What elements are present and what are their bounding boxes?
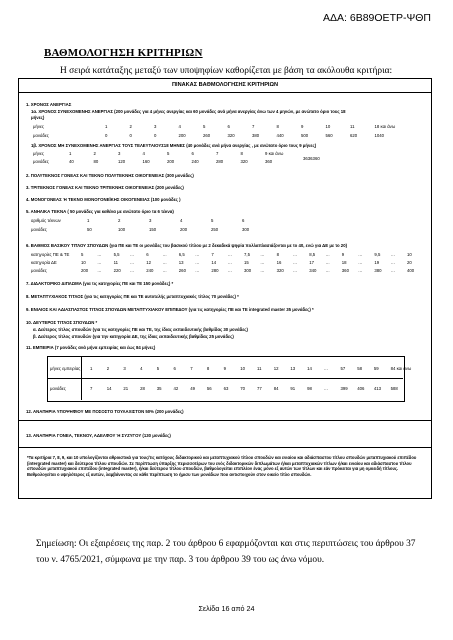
grid-cell: 18	[341, 260, 347, 265]
grid-cell: …	[129, 252, 135, 257]
grid-cell: 12	[146, 260, 151, 265]
grid-cell: 10	[407, 252, 412, 257]
row-label: μονάδες	[33, 133, 49, 138]
criterion-8: 8. ΜΕΤΑΠΤΥΧΙΑΚΟΣ ΤΙΤΛΟΣ (για τις κατηγορίες ΠΕ και ΤΕ αυτοτελής μεταπτυχιακός τίτλος 70 μονάδες) *	[26, 294, 239, 299]
scoring-table	[18, 78, 432, 499]
table-rule	[19, 447, 431, 448]
grid-cell: 6	[146, 252, 149, 257]
grid-cell: 6	[173, 366, 176, 371]
grid-cell: 49	[190, 386, 195, 391]
grid-cell: …	[390, 252, 395, 257]
row-label: μήνες εμπειρίας	[50, 366, 81, 371]
grid-cell: …	[358, 260, 363, 265]
grid-cell: …	[325, 260, 330, 265]
grid-cell: 6	[227, 124, 230, 129]
grid-cell: 340	[309, 268, 317, 273]
grid-cell: 10	[325, 124, 331, 129]
grid-cell: 7	[211, 252, 214, 257]
grid-cell: …	[195, 268, 200, 273]
grid-cell: …	[390, 260, 395, 265]
grid-cell: 3	[123, 366, 126, 371]
grid-cell: 1	[69, 151, 72, 156]
grid-cell: 220	[113, 268, 121, 273]
criterion-3: 3. ΤΡΙΤΕΚΝΟΣ ΓΟΝΕΑΣ ΚΑΙ ΤΕΚΝΟ ΤΡΙΤΕΚΝΗΣ ΟΙΚΟΓΕΝΕΙΑΣ (200 μονάδες)	[26, 185, 184, 190]
grid-cell: 9	[341, 252, 345, 257]
grid-cell: 14	[211, 260, 217, 265]
grid-cell: …	[129, 268, 135, 273]
criterion-13: 13. ΑΝΑΠΗΡΙΑ ΓΟΝΕΑ, ΤΕΚΝΟΥ, ΑΔΕΛΦΟΥ Ή ΣΥΖΥΓΟΥ (130 μονάδες)	[26, 433, 171, 438]
row-label: κατηγορίες ΠΕ & ΤΕ	[31, 252, 70, 257]
grid-cell: 0	[105, 133, 108, 138]
row-label: αριθμός τέκνων	[31, 218, 61, 223]
grid-cell: 1	[90, 366, 93, 371]
criterion-1b-overlay: 3636360	[303, 156, 320, 161]
grid-cell: 320	[240, 159, 248, 164]
grid-cell: 200	[178, 133, 186, 138]
grid-cell: 120	[118, 159, 126, 164]
grid-cell: 7	[190, 366, 193, 371]
grid-cell: 160	[142, 159, 150, 164]
grid-cell: 6	[242, 218, 245, 223]
grid-cell: 8	[206, 366, 210, 371]
grid-cell: 5	[203, 124, 206, 129]
document-code: ΑΔΑ: 6Β89ΟΕΤΡ-ΨΘΠ	[323, 12, 431, 24]
grid-cell: 100	[118, 227, 126, 232]
grid-cell: 9	[301, 124, 304, 129]
page-number: Σελίδα 16 από 24	[198, 604, 255, 613]
grid-cell: 1	[105, 124, 108, 129]
grid-cell: 360	[265, 159, 273, 164]
grid-cell: …	[227, 260, 232, 265]
grid-cell: 40	[69, 159, 74, 164]
grid-cell: 5,5	[113, 252, 120, 257]
grid-cell: 3	[154, 124, 157, 129]
row-label: μήνες	[33, 124, 45, 129]
grid-cell: 16	[276, 260, 282, 265]
grid-cell: …	[325, 252, 330, 257]
grid-cell: 380	[252, 133, 260, 138]
grid-cell: 0	[154, 133, 157, 138]
grid-cell: 42	[173, 386, 179, 391]
grid-cell: 11	[257, 366, 262, 371]
grid-cell: 18 και άνω	[374, 124, 396, 129]
grid-cell: 1	[87, 218, 90, 223]
grid-cell: 28	[140, 386, 145, 391]
criterion-11-title: 11. ΕΜΠΕΙΡΙΑ (7 μονάδες ανά μήνα εμπειρίας και έως 84 μήνες)	[26, 345, 156, 350]
grid-cell: 5	[156, 366, 160, 371]
grid-cell: 7	[90, 386, 93, 391]
row-label: μονάδες	[33, 159, 49, 164]
grid-cell: 240	[191, 159, 199, 164]
grid-cell: 4	[178, 124, 181, 129]
grid-cell: …	[227, 268, 232, 273]
grid-cell: 620	[350, 133, 358, 138]
grid-cell: 14	[307, 366, 312, 371]
criterion-7: 7. ΔΙΔΑΚΤΟΡΙΚΟ ΔΙΠΛΩΜΑ (για τις κατηγορίες ΠΕ και ΤΕ 150 μονάδες) *	[26, 281, 174, 286]
criterion-1a-text-cont: μήνες)	[31, 115, 45, 120]
grid-cell: 70	[240, 386, 246, 391]
grid-cell: 57	[340, 366, 346, 371]
grid-cell: 200	[180, 227, 188, 232]
grid-cell: 84	[273, 386, 279, 391]
grid-cell: 50	[87, 227, 92, 232]
criterion-12: 12. ΑΝΑΠΗΡΙΑ ΥΠΟΨΗΦΙΟΥ ΜΕ ΠΟΣΟΣΤΟ ΤΟΥΛΑΧΙΣΤΟΝ 50% (200 μονάδες)	[26, 409, 184, 414]
grid-cell: 380	[374, 268, 382, 273]
grid-cell: 280	[216, 159, 224, 164]
grid-cell: …	[358, 268, 363, 273]
note-paragraph: Σημείωση: Οι εξαιρέσεις της παρ. 2 του άρθρου 6 εφαρμόζονται και στις περιπτώσεις του άρθρου 37 του ν. 4765/2021, σύμφωνα με την παρ. 3 του άρθρου 39 του ως άνω νόμου.	[36, 539, 416, 566]
grid-cell: 260	[203, 133, 211, 138]
criterion-10-title: 10. ΔΕΥΤΕΡΟΣ ΤΙΤΛΟΣ ΣΠΟΥΔΩΝ *	[26, 320, 98, 325]
grid-cell: 12	[273, 366, 279, 371]
grid-cell: 8	[240, 151, 243, 156]
grid-cell: 8	[276, 252, 279, 257]
grid-cell: …	[260, 268, 265, 273]
grid-cell: 4	[140, 366, 143, 371]
grid-cell: 250	[211, 227, 219, 232]
grid-cell: 5	[211, 218, 214, 223]
grid-cell: 3	[149, 218, 152, 223]
grid-cell: 5	[81, 252, 84, 257]
grid-cell: 19	[374, 260, 380, 265]
grid-cell: 4	[142, 151, 145, 156]
grid-cell: …	[129, 260, 135, 265]
grid-cell: 8	[276, 124, 279, 129]
grid-cell: 500	[301, 133, 309, 138]
grid-cell: …	[390, 268, 395, 273]
grid-cell: …	[323, 386, 329, 391]
grid-cell: …	[162, 260, 167, 265]
grid-cell: 20	[407, 260, 412, 265]
page-heading: ΒΑΘΜΟΛΟΓΗΣΗ ΚΡΙΤΗΡΙΩΝ	[44, 47, 203, 59]
grid-cell: …	[195, 260, 200, 265]
grid-cell: …	[97, 260, 102, 265]
criterion-1a-text: 1α. ΧΡΟΝΟΣ ΣΥΝΕΧΟΜΕΝΗΣ ΑΝΕΡΓΙΑΣ (200 μονάδες για 4 μήνες ανεργίας και 60 μονάδες ανά μήνα ανεργίας άνω των 4 μηνών, με ανώτατο όριο τους 18	[31, 109, 346, 114]
criterion-10b: β. Δεύτερος τίτλος σπουδών (για την κατηγορία ΔΕ, της ίδιας εκπαιδευτικής βαθμίδας 25 μονάδες)	[33, 334, 234, 339]
grid-cell: …	[292, 260, 298, 265]
table-rule	[19, 420, 431, 421]
grid-cell: 10	[240, 366, 246, 371]
grid-cell: 240	[146, 268, 154, 273]
criterion-2: 2. ΠΟΛΥΤΕΚΝΟΣ ΓΟΝΕΑΣ ΚΑΙ ΤΕΚΝΟ ΠΟΛΥΤΕΚΝΗΣ ΟΙΚΟΓΕΝΕΙΑΣ (300 μονάδες)	[26, 173, 194, 178]
grid-cell: 2	[106, 366, 110, 371]
grid-cell: 406	[357, 386, 365, 391]
criterion-6-title: 6. ΒΑΘΜΟΣ ΒΑΣΙΚΟΥ ΤΙΤΛΟΥ ΣΠΟΥΔΩΝ (για ΠΕ και ΤΕ οι μονάδες του βασικού τίτλου με 2 δεκαδικά ψηφία πολλαπλασιάζονται με το 40, ενώ για ΔΕ με το 20)	[26, 243, 348, 248]
grid-cell: 77	[257, 386, 262, 391]
grid-cell: 14	[106, 386, 112, 391]
grid-cell: 0	[129, 133, 132, 138]
grid-cell: …	[325, 268, 330, 273]
criterion-1-title: 1. ΧΡΟΝΟΣ ΑΝΕΡΓΙΑΣ	[26, 102, 72, 107]
grid-cell: …	[97, 268, 102, 273]
grid-cell: …	[97, 252, 102, 257]
grid-cell: 10	[81, 260, 86, 265]
grid-cell: …	[323, 366, 329, 371]
grid-cell: 1040	[374, 133, 385, 138]
grid-cell: 5	[167, 151, 170, 156]
criterion-4: 4. ΜΟΝΟΓΟΝΕΑΣ Ή ΤΕΚΝΟ ΜΟΝΟΓΟΝΕΪΚΗΣ ΟΙΚΟΓΕΝΕΙΑΣ (100 μονάδες )	[26, 197, 181, 202]
grid-cell: 98	[307, 386, 312, 391]
grid-cell: 200	[81, 268, 89, 273]
table-footnote: *Τα κριτήρια 7, 8, 9, και 10 υπολογίζονται αθροιστικά για τους/τις κατόχους διδακτορικού και μεταπτυχιακού τίτλου σπουδών και ενιαίου και αδιάσπαστου τίτλου σπουδών μεταπτυχιακού επιπέδου (intergrated master) και δεύτερου τίτλου σπουδών. Σε περίπτωση ύπαρξης περισσοτέρων του ενός διδακτορικών διπλωμάτων ή/και μεταπτυχιακών τίτλων ή/και ενιαίου και αδιάσπαστου τίτλου σπουδών μεταπτυχιακού επιπέδου (integrated master), ή/και δεύτερου τίτλου σπουδών, βαθμολογείται επιπλέον ένας μόνο εξ αυτών των τίτλων και εάν πρόκειται για μη ομοειδή τίτλους. Βαθμολογείται ο υψηλότερος εξ αυτών, λαμβάνοντας σε κάθε περίπτωση το ήμισυ των μονάδων που αντιστοιχούν στον οικείο τίτλο σπουδών.	[27, 455, 417, 478]
grid-cell: 21	[123, 386, 129, 391]
criterion-1b-text: 1β. ΧΡΟΝΟΣ ΜΗ ΣΥΝΕΧΟΜΕΝΗΣ ΑΝΕΡΓΙΑΣ ΤΟΥΣ ΤΕΛΕΥΤΑΙΟΥΣ18 ΜΗΝΕΣ (40 μονάδες ανά μήνα ανεργίας , με ανώτατο όριο τους 9 μήνες)	[31, 143, 317, 148]
grid-cell: 280	[211, 268, 219, 273]
criterion-9: 9. ΕΝΙΑΙΟΣ ΚΑΙ ΑΔΙΑΣΠΑΣΤΟΣ ΤΙΤΛΟΣ ΣΠΟΥΔΩΝ ΜΕΤΑΠΤΥΧΙΑΚΟΥ ΕΠΙΠΕΔΟΥ (για τις κατηγορίες ΠΕ και ΤΕ integrated master 35 μονάδες) *	[26, 307, 314, 312]
row-label: κατηγορία ΔΕ	[31, 260, 57, 265]
grid-cell: 588	[390, 386, 398, 391]
grid-cell: 560	[325, 133, 333, 138]
grid-cell: 200	[167, 159, 175, 164]
table-title-rule	[19, 92, 431, 93]
grid-cell: 320	[276, 268, 284, 273]
grid-cell: …	[162, 252, 167, 257]
grid-cell: 360	[341, 268, 349, 273]
grid-cell: …	[162, 268, 167, 273]
grid-cell: 17	[309, 260, 314, 265]
row-label: μονάδες	[31, 268, 47, 273]
grid-cell: 91	[290, 386, 296, 391]
grid-cell: 400	[407, 268, 415, 273]
experience-grid	[47, 356, 405, 402]
grid-cell: …	[195, 252, 200, 257]
grid-cell: 150	[149, 227, 157, 232]
row-label: μονάδες	[50, 386, 66, 391]
grid-cell: 9 και άνω	[265, 151, 284, 156]
grid-cell: 300	[242, 227, 250, 232]
row-label: μονάδες	[31, 227, 47, 232]
grid-cell: 15	[244, 260, 249, 265]
grid-cell: 440	[276, 133, 284, 138]
grid-cell: 3	[118, 151, 121, 156]
grid-cell: 320	[227, 133, 235, 138]
grid-cell: 7,5	[244, 252, 250, 257]
grid-cell: 6	[191, 151, 194, 156]
grid-cell: 260	[178, 268, 186, 273]
grid-cell: 2	[129, 124, 132, 129]
row-label: μήνες	[33, 151, 45, 156]
grid-cell: 7	[252, 124, 255, 129]
grid-cell: …	[292, 252, 298, 257]
grid-cell: 399	[340, 386, 348, 391]
grid-cell: 58	[357, 366, 362, 371]
grid-cell: 7	[216, 151, 219, 156]
grid-cell: 35	[156, 386, 162, 391]
table-title: ΠΙΝΑΚΑΣ ΒΑΘΜΟΛΟΓΗΣΗΣ ΚΡΙΤΗΡΙΩΝ	[171, 82, 279, 88]
intro-text: Η σειρά κατάταξης μεταξύ των υποψηφίων καθορίζεται με βάση τα ακόλουθα κριτήρια:	[60, 66, 393, 76]
grid-cell: …	[358, 252, 363, 257]
grid-cell: 11	[113, 260, 119, 265]
grid-cell: …	[260, 252, 265, 257]
grid-cell: 4	[180, 218, 183, 223]
experience-grid-rule	[47, 378, 403, 379]
grid-cell: 300	[244, 268, 252, 273]
criterion-5-title: 5. ΑΝΗΛΙΚΑ ΤΕΚΝΑ ( 50 μονάδες για καθένα με ανώτατο όριο τα 6 τέκνα)	[26, 209, 174, 214]
grid-cell: 13	[178, 260, 184, 265]
grid-cell: 413	[373, 386, 382, 391]
grid-cell: 63	[223, 386, 229, 391]
grid-cell: …	[260, 260, 265, 265]
grid-cell: 59	[373, 366, 379, 371]
grid-cell: 9	[223, 366, 226, 371]
grid-cell: 2	[118, 218, 121, 223]
grid-cell: …	[227, 252, 232, 257]
grid-cell: 6,5	[178, 252, 185, 257]
grid-cell: 13	[290, 366, 296, 371]
grid-cell: 2	[93, 151, 96, 156]
criterion-10a: α. Δεύτερος τίτλος σπουδών (για τις κατηγορίες ΠΕ και ΤΕ, της ίδιας εκπαιδευτικής βαθμίδας 30 μονάδες)	[33, 327, 248, 332]
grid-cell: …	[292, 268, 298, 273]
grid-cell: 11	[350, 124, 355, 129]
grid-cell: 84 και άνω	[390, 366, 412, 371]
grid-cell: 56	[206, 386, 212, 391]
grid-cell: 9,5	[374, 252, 381, 257]
grid-cell: 80	[93, 159, 99, 164]
grid-cell: 8,5	[309, 252, 316, 257]
